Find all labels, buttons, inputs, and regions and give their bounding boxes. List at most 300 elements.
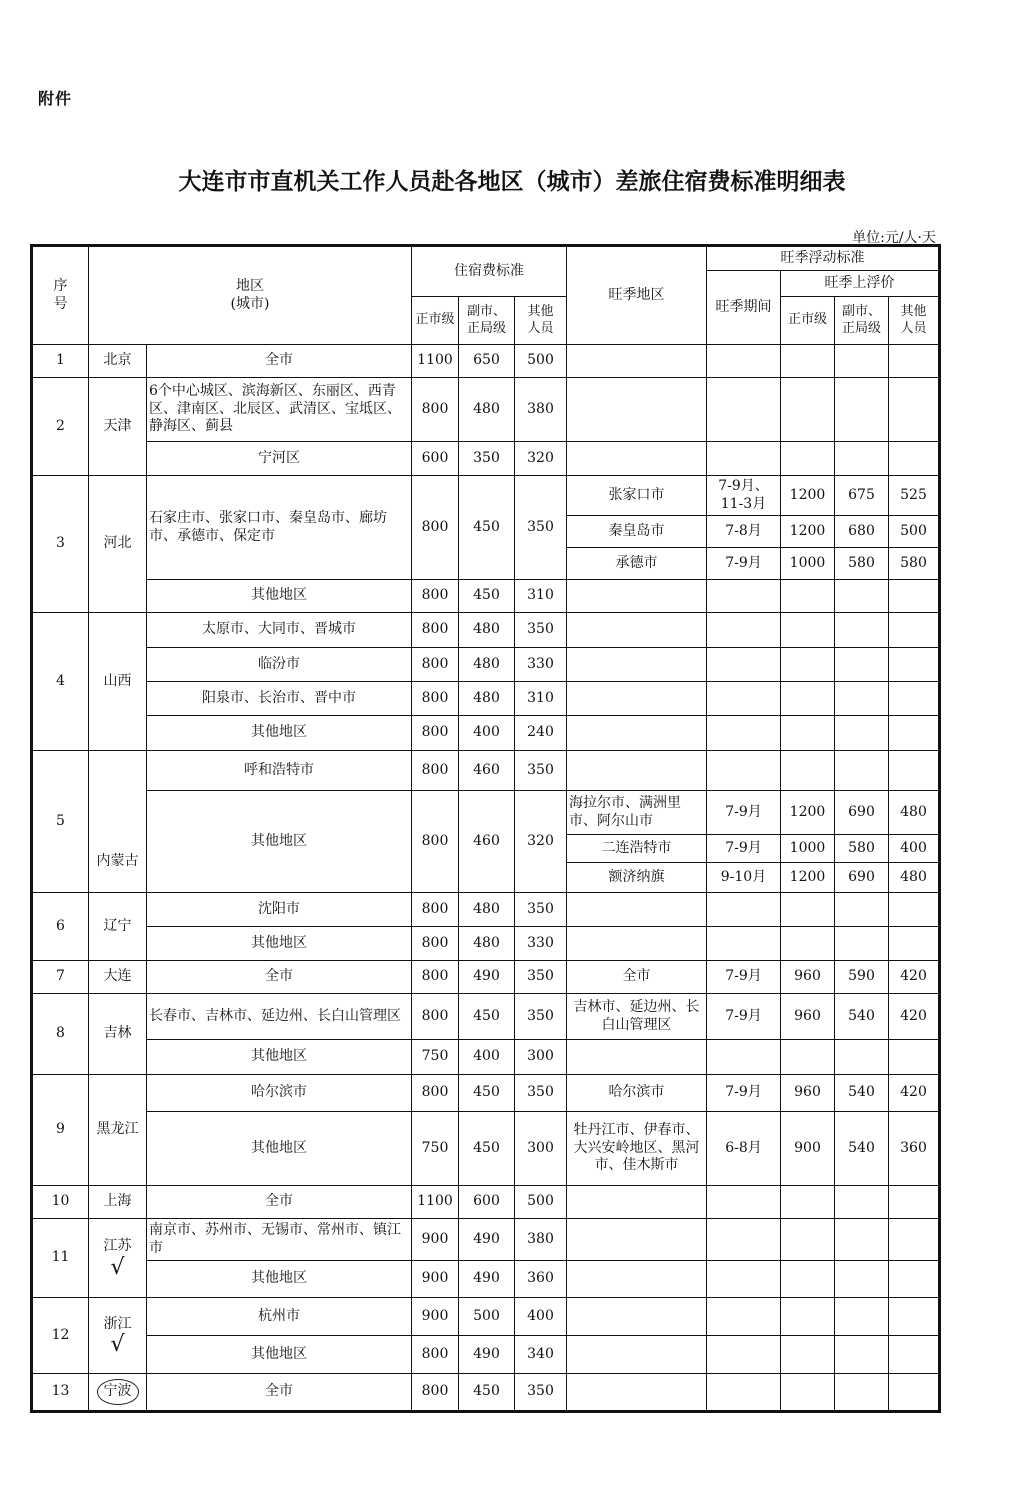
rate-l3: 380 <box>515 1219 567 1261</box>
peak-l2 <box>835 442 889 476</box>
seq-cell: 6 <box>33 893 89 961</box>
area-cell: 杭州市 <box>147 1298 412 1336</box>
table-row <box>33 1374 939 1411</box>
table-row <box>33 961 939 994</box>
table-row <box>33 751 939 791</box>
peak-l3: 480 <box>889 791 939 835</box>
area-cell: 全市 <box>147 961 412 994</box>
peak-l2 <box>835 1374 889 1411</box>
peak-area-cell <box>567 378 707 442</box>
area-cell: 其他地区 <box>147 1261 412 1298</box>
peak-l2 <box>835 1219 889 1261</box>
table-row <box>33 476 939 516</box>
rate-l2: 450 <box>459 1075 515 1112</box>
peak-l2 <box>835 1261 889 1298</box>
seq-cell: 8 <box>33 994 89 1075</box>
table-row <box>33 1075 939 1112</box>
header-peak-l2: 副市、 正局级 <box>835 297 889 345</box>
rate-l2: 460 <box>459 751 515 791</box>
peak-l3 <box>889 682 939 716</box>
peak-l1 <box>781 378 835 442</box>
rate-l3: 350 <box>515 893 567 927</box>
peak-l3: 400 <box>889 835 939 863</box>
peak-area-cell: 秦皇岛市 <box>567 516 707 548</box>
seq-cell: 3 <box>33 476 89 613</box>
peak-area-cell: 全市 <box>567 961 707 994</box>
peak-period-cell <box>707 1374 781 1411</box>
area-cell: 呼和浩特市 <box>147 751 412 791</box>
rate-l2: 500 <box>459 1298 515 1336</box>
rate-l1: 800 <box>412 1374 459 1411</box>
peak-period-cell: 7-9月 <box>707 791 781 835</box>
rate-l1: 800 <box>412 1336 459 1374</box>
peak-l2: 680 <box>835 516 889 548</box>
peak-area-cell <box>567 613 707 648</box>
area-cell: 石家庄市、张家口市、秦皇岛市、廊坊市、承德市、保定市 <box>147 476 412 580</box>
rate-l1: 600 <box>412 442 459 476</box>
peak-l1: 1200 <box>781 863 835 893</box>
province-label: 江苏 <box>103 1238 132 1255</box>
peak-period-cell <box>707 1186 781 1219</box>
rate-l3: 340 <box>515 1336 567 1374</box>
peak-l3: 580 <box>889 548 939 580</box>
peak-area-cell <box>567 1298 707 1336</box>
peak-area-cell <box>567 442 707 476</box>
peak-l1 <box>781 345 835 378</box>
peak-l1 <box>781 751 835 791</box>
peak-l3 <box>889 378 939 442</box>
rate-l1: 800 <box>412 791 459 893</box>
peak-l2 <box>835 580 889 613</box>
peak-period-cell: 7-9月 <box>707 835 781 863</box>
rate-l2: 450 <box>459 580 515 613</box>
rate-l3: 310 <box>515 580 567 613</box>
peak-area-cell <box>567 751 707 791</box>
peak-l1 <box>781 580 835 613</box>
rate-l3: 350 <box>515 994 567 1040</box>
peak-l2 <box>835 682 889 716</box>
peak-l3 <box>889 1374 939 1411</box>
rate-l1: 800 <box>412 476 459 580</box>
peak-l3 <box>889 613 939 648</box>
province-cell: 辽宁 <box>89 893 147 961</box>
table-row <box>33 1336 939 1374</box>
rate-l1: 800 <box>412 682 459 716</box>
peak-period-cell: 7-9月 <box>707 548 781 580</box>
peak-area-cell <box>567 1186 707 1219</box>
table-row <box>33 580 939 613</box>
peak-l2 <box>835 927 889 961</box>
peak-period-cell <box>707 927 781 961</box>
rate-l3: 400 <box>515 1298 567 1336</box>
rate-l3: 500 <box>515 345 567 378</box>
peak-l3: 500 <box>889 516 939 548</box>
peak-l2: 690 <box>835 791 889 835</box>
peak-l1: 960 <box>781 994 835 1040</box>
check-mark-icon: √ <box>110 1332 125 1358</box>
peak-l2 <box>835 1336 889 1374</box>
peak-area-cell: 额济纳旗 <box>567 863 707 893</box>
province-cell: 上海 <box>89 1186 147 1219</box>
table-row <box>33 378 939 442</box>
peak-l1: 960 <box>781 961 835 994</box>
table-row <box>33 613 939 648</box>
province-cell: 北京 <box>89 345 147 378</box>
peak-l3: 420 <box>889 961 939 994</box>
rate-l1: 800 <box>412 893 459 927</box>
peak-area-cell: 承德市 <box>567 548 707 580</box>
table-row <box>33 791 939 835</box>
area-cell: 其他地区 <box>147 1040 412 1075</box>
province-cell: 河北 <box>89 476 147 613</box>
area-cell: 全市 <box>147 1374 412 1411</box>
peak-l3 <box>889 1040 939 1075</box>
rate-l1: 900 <box>412 1219 459 1261</box>
province-cell <box>89 1298 147 1374</box>
rate-l3: 350 <box>515 961 567 994</box>
rate-l2: 490 <box>459 1261 515 1298</box>
peak-l3 <box>889 1261 939 1298</box>
rate-l1: 1100 <box>412 1186 459 1219</box>
peak-l3 <box>889 648 939 682</box>
header-peak-upper: 旺季上浮价 <box>781 271 939 297</box>
peak-l1: 1000 <box>781 835 835 863</box>
peak-period-cell <box>707 580 781 613</box>
peak-l2 <box>835 378 889 442</box>
peak-area-cell <box>567 682 707 716</box>
peak-l2 <box>835 1186 889 1219</box>
peak-l2: 540 <box>835 1112 889 1186</box>
rate-l3: 300 <box>515 1112 567 1186</box>
peak-period-cell <box>707 1040 781 1075</box>
peak-l2 <box>835 893 889 927</box>
table-row <box>33 893 939 927</box>
peak-l1 <box>781 1186 835 1219</box>
peak-period-cell <box>707 751 781 791</box>
header-peak-period: 旺季期间 <box>707 271 781 345</box>
peak-period-cell: 7-9月、11-3月 <box>707 476 781 516</box>
area-cell: 临汾市 <box>147 648 412 682</box>
rate-l3: 240 <box>515 716 567 751</box>
rate-l2: 350 <box>459 442 515 476</box>
province-cell <box>89 1219 147 1298</box>
peak-l2: 540 <box>835 994 889 1040</box>
area-cell: 阳泉市、长治市、晋中市 <box>147 682 412 716</box>
rate-l3: 360 <box>515 1261 567 1298</box>
header-std-l1: 正市级 <box>412 297 459 345</box>
rate-l3: 350 <box>515 1075 567 1112</box>
peak-period-cell <box>707 442 781 476</box>
peak-l2 <box>835 716 889 751</box>
area-cell: 其他地区 <box>147 1112 412 1186</box>
header-std-l3: 其他 人员 <box>515 297 567 345</box>
peak-l2 <box>835 613 889 648</box>
header-peak-l3: 其他 人员 <box>889 297 939 345</box>
rate-l1: 900 <box>412 1298 459 1336</box>
province-cell: 吉林 <box>89 994 147 1075</box>
rate-l2: 460 <box>459 791 515 893</box>
peak-period-cell: 7-8月 <box>707 516 781 548</box>
area-cell: 其他地区 <box>147 791 412 893</box>
rate-l2: 480 <box>459 648 515 682</box>
rate-l1: 800 <box>412 994 459 1040</box>
table-row <box>33 1298 939 1336</box>
header-std-l2: 副市、 正局级 <box>459 297 515 345</box>
lodging-standards-table <box>32 246 939 1411</box>
peak-l2 <box>835 751 889 791</box>
peak-area-cell: 张家口市 <box>567 476 707 516</box>
rate-l2: 490 <box>459 1219 515 1261</box>
peak-l3: 420 <box>889 1075 939 1112</box>
rate-l1: 800 <box>412 716 459 751</box>
peak-area-cell <box>567 893 707 927</box>
peak-l3 <box>889 1298 939 1336</box>
peak-l3: 480 <box>889 863 939 893</box>
peak-area-cell <box>567 1219 707 1261</box>
peak-l2 <box>835 345 889 378</box>
area-cell: 其他地区 <box>147 580 412 613</box>
peak-l1: 900 <box>781 1112 835 1186</box>
peak-l3 <box>889 442 939 476</box>
peak-l1 <box>781 648 835 682</box>
province-cell: 山西 <box>89 613 147 751</box>
table-row <box>33 1186 939 1219</box>
peak-l3 <box>889 751 939 791</box>
peak-l2: 580 <box>835 835 889 863</box>
area-cell: 太原市、大同市、晋城市 <box>147 613 412 648</box>
province-cell: 黑龙江 <box>89 1075 147 1186</box>
rate-l3: 330 <box>515 927 567 961</box>
table-row <box>33 994 939 1040</box>
peak-l3 <box>889 345 939 378</box>
rate-l1: 900 <box>412 1261 459 1298</box>
peak-area-cell: 二连浩特市 <box>567 835 707 863</box>
peak-l1 <box>781 1374 835 1411</box>
rate-l2: 400 <box>459 716 515 751</box>
area-cell: 其他地区 <box>147 927 412 961</box>
seq-cell: 4 <box>33 613 89 751</box>
seq-cell: 2 <box>33 378 89 476</box>
table-row <box>33 1112 939 1186</box>
header-peak-area: 旺季地区 <box>567 247 707 345</box>
peak-l1 <box>781 1261 835 1298</box>
peak-area-cell <box>567 1336 707 1374</box>
peak-period-cell <box>707 893 781 927</box>
peak-l3: 420 <box>889 994 939 1040</box>
province-cell: 大连 <box>89 961 147 994</box>
province-label: 浙江 <box>103 1315 132 1332</box>
header-peak-l1: 正市级 <box>781 297 835 345</box>
peak-period-cell <box>707 682 781 716</box>
peak-l3 <box>889 1219 939 1261</box>
unit-label: 单位:元/人·天 <box>852 230 936 246</box>
rate-l1: 800 <box>412 927 459 961</box>
seq-cell: 1 <box>33 345 89 378</box>
rate-l2: 480 <box>459 613 515 648</box>
check-mark-icon: √ <box>110 1254 125 1280</box>
peak-period-cell <box>707 1298 781 1336</box>
peak-l1: 1200 <box>781 516 835 548</box>
table-row <box>33 682 939 716</box>
peak-l1 <box>781 716 835 751</box>
peak-area-cell <box>567 345 707 378</box>
rate-l1: 1100 <box>412 345 459 378</box>
rate-l2: 600 <box>459 1186 515 1219</box>
peak-l3 <box>889 1186 939 1219</box>
peak-l3 <box>889 893 939 927</box>
rate-l2: 450 <box>459 994 515 1040</box>
rate-l1: 800 <box>412 751 459 791</box>
peak-l1: 1200 <box>781 791 835 835</box>
rate-l3: 320 <box>515 791 567 893</box>
rate-l3: 350 <box>515 751 567 791</box>
rate-l2: 450 <box>459 1112 515 1186</box>
peak-period-cell <box>707 378 781 442</box>
peak-area-cell <box>567 648 707 682</box>
peak-area-cell <box>567 716 707 751</box>
peak-l3 <box>889 716 939 751</box>
peak-period-cell: 7-9月 <box>707 994 781 1040</box>
peak-period-cell <box>707 1261 781 1298</box>
area-cell: 长春市、吉林市、延边州、长白山管理区 <box>147 994 412 1040</box>
seq-cell: 13 <box>33 1374 89 1411</box>
peak-period-cell <box>707 1219 781 1261</box>
rate-l2: 480 <box>459 378 515 442</box>
rate-l2: 490 <box>459 1336 515 1374</box>
rate-l1: 750 <box>412 1040 459 1075</box>
header-seq: 序 号 <box>33 247 89 345</box>
peak-l1 <box>781 1336 835 1374</box>
rate-l3: 310 <box>515 682 567 716</box>
rate-l2: 490 <box>459 961 515 994</box>
peak-l3 <box>889 1336 939 1374</box>
peak-l1 <box>781 442 835 476</box>
area-cell: 南京市、苏州市、无锡市、常州市、镇江市 <box>147 1219 412 1261</box>
table-row <box>33 345 939 378</box>
header-std: 住宿费标准 <box>412 247 567 297</box>
peak-l2: 675 <box>835 476 889 516</box>
peak-l2: 540 <box>835 1075 889 1112</box>
peak-area-cell: 哈尔滨市 <box>567 1075 707 1112</box>
peak-l1: 1200 <box>781 476 835 516</box>
peak-l1: 960 <box>781 1075 835 1112</box>
seq-cell: 12 <box>33 1298 89 1374</box>
province-cell <box>89 1374 147 1411</box>
area-cell: 哈尔滨市 <box>147 1075 412 1112</box>
peak-area-cell: 海拉尔市、满洲里市、阿尔山市 <box>567 791 707 835</box>
rate-l2: 480 <box>459 682 515 716</box>
area-cell: 全市 <box>147 1186 412 1219</box>
rate-l2: 650 <box>459 345 515 378</box>
area-cell: 6个中心城区、滨海新区、东丽区、西青区、津南区、北辰区、武清区、宝坻区、静海区、蓟县 <box>147 378 412 442</box>
peak-l3: 360 <box>889 1112 939 1186</box>
rate-l3: 350 <box>515 476 567 580</box>
peak-l2 <box>835 1298 889 1336</box>
rate-l2: 450 <box>459 1374 515 1411</box>
peak-area-cell: 吉林市、延边州、长白山管理区 <box>567 994 707 1040</box>
attachment-label: 附件 <box>38 89 73 108</box>
peak-area-cell: 牡丹江市、伊春市、大兴安岭地区、黑河市、佳木斯市 <box>567 1112 707 1186</box>
table-row <box>33 1219 939 1261</box>
peak-period-cell: 7-9月 <box>707 961 781 994</box>
peak-period-cell <box>707 648 781 682</box>
peak-l1 <box>781 893 835 927</box>
rate-l1: 750 <box>412 1112 459 1186</box>
rate-l1: 800 <box>412 378 459 442</box>
rate-l2: 450 <box>459 476 515 580</box>
peak-l2: 590 <box>835 961 889 994</box>
peak-l1 <box>781 1298 835 1336</box>
header-region: 地区 (城市) <box>89 247 412 345</box>
table-row <box>33 648 939 682</box>
seq-cell: 9 <box>33 1075 89 1186</box>
peak-l1: 1000 <box>781 548 835 580</box>
rate-l2: 480 <box>459 927 515 961</box>
rate-l1: 800 <box>412 961 459 994</box>
area-cell: 其他地区 <box>147 1336 412 1374</box>
rate-l3: 500 <box>515 1186 567 1219</box>
rate-l3: 320 <box>515 442 567 476</box>
rate-l3: 380 <box>515 378 567 442</box>
rate-l1: 800 <box>412 1075 459 1112</box>
peak-l3: 525 <box>889 476 939 516</box>
rate-l3: 350 <box>515 1374 567 1411</box>
peak-period-cell <box>707 345 781 378</box>
document-title: 大连市市直机关工作人员赴各地区（城市）差旅住宿费标准明细表 <box>178 168 846 195</box>
peak-l2 <box>835 1040 889 1075</box>
rate-l3: 350 <box>515 613 567 648</box>
peak-l3 <box>889 580 939 613</box>
area-cell: 其他地区 <box>147 716 412 751</box>
peak-l3 <box>889 927 939 961</box>
peak-area-cell <box>567 1374 707 1411</box>
rate-l1: 800 <box>412 613 459 648</box>
peak-area-cell <box>567 580 707 613</box>
circled-province-label: 宁波 <box>97 1379 139 1405</box>
peak-area-cell <box>567 1040 707 1075</box>
peak-area-cell <box>567 927 707 961</box>
peak-period-cell <box>707 1336 781 1374</box>
peak-l1 <box>781 927 835 961</box>
peak-period-cell: 6-8月 <box>707 1112 781 1186</box>
area-cell: 宁河区 <box>147 442 412 476</box>
seq-cell: 11 <box>33 1219 89 1298</box>
peak-l1 <box>781 1040 835 1075</box>
rate-l1: 800 <box>412 648 459 682</box>
table-row <box>33 442 939 476</box>
seq-cell: 10 <box>33 1186 89 1219</box>
peak-l1 <box>781 682 835 716</box>
rate-l2: 400 <box>459 1040 515 1075</box>
seq-cell: 7 <box>33 961 89 994</box>
peak-l2: 690 <box>835 863 889 893</box>
peak-period-cell <box>707 716 781 751</box>
rate-l2: 480 <box>459 893 515 927</box>
area-cell: 沈阳市 <box>147 893 412 927</box>
area-cell: 全市 <box>147 345 412 378</box>
table-row <box>33 927 939 961</box>
table-row <box>33 1261 939 1298</box>
peak-l1 <box>781 1219 835 1261</box>
province-cell: 内蒙古 <box>89 751 147 893</box>
rate-l1: 800 <box>412 580 459 613</box>
header-peak-float: 旺季浮动标准 <box>707 247 939 271</box>
peak-period-cell: 9-10月 <box>707 863 781 893</box>
province-cell: 天津 <box>89 378 147 476</box>
peak-l1 <box>781 613 835 648</box>
peak-area-cell <box>567 1261 707 1298</box>
peak-period-cell: 7-9月 <box>707 1075 781 1112</box>
